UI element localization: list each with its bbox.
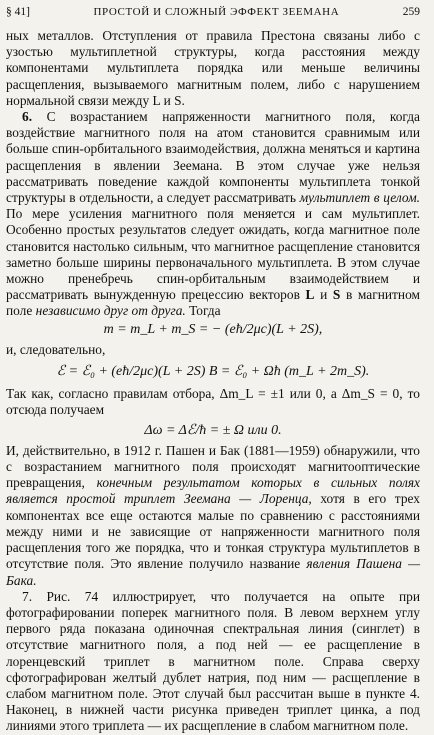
paragraph-text: И, действительно, в 1912 г. Пашен и Бак (1881—1959) обнаружили, что с возрастанием магнитного поля происходят магнитооптические превращения, [6,442,420,491]
paragraph-number: 6. [22,109,33,125]
paragraph-text: По мере усиления магнитного поля меняется и сам мультиплет. Особенно простых результатов следует ожидать, когда магнитное поле становится настолько сильным, что магнитное расщепление становится заметно больше ширины первоначального мультиплета. В этом случае можно пренебречь спин-орбитальным взаимодействием и рассматривать вынужденную прецессию векторов [6,206,420,303]
paragraph-text: хотя в его трех компонентах все еще остаются малые по сравнению с расстояниями между ними и не зависящие от напряженности магнитного поля расщепления того же порядка, что и тонкая структура мультиплетов в отсутствие поля. Это явление получило название [6,491,420,572]
paragraph-7: 7. Рис. 74 иллюстрирует, что получается на опыте при фотографировании поперек магнитного поля. В левом верхнем углу первого ряда показана одиночная спектральная линия (синглет) в отсутствие магнитного поля, а под ней — ее расщепление в лоренцевский триплет в магнитном поле. Справа сверху сфотографирован желтый дублет натрия, под ним — расщепление в слабом магнитном поле. Этот случай был рассчитан выше в пункте 4. Наконец, в нижней части рисунка приведен триплет цинка, а под линиями этого триплета — их расщепление в слабом магнитном поле. [6,588,420,734]
running-title: ПРОСТОЙ И СЛОЖНЫЙ ЭФФЕКТ ЗЕЕМАНА [93,6,340,18]
paragraph-text: и [314,287,333,303]
emphasis-text: явления Пашена — Бака. [6,556,420,588]
magnetic-moment-formula: m = m_L + m_S = − (eħ/2μc)(L + 2S), [103,321,323,337]
section-number: § 41] [6,6,30,18]
emphasis-text: мультиплет в целом. [299,190,420,206]
paragraph-text: Тогда [185,303,221,319]
page-body [6,28,420,735]
paragraph-6 [6,109,420,320]
vector-symbol: L [305,287,315,303]
paragraph-text: в магнитном поле [6,287,420,319]
emphasis-text: независимо друг от друга. [35,303,186,319]
page-number: 259 [402,6,420,18]
energy-formula: ℰ = ℰ₀ + (eħ/2μc)(L + 2S) B = ℰ₀ + Ωħ (m_L + 2m_S). [56,364,370,380]
paragraph-text: С возрастанием напряженности магнитного поля, когда воздействие магнитного поля на атом становится сравнимым или больше спин-орбитального взаимодействия, должна меняться и картина расщепления в явлении Зеемана. В этом случае уже нельзя рассматривать поведение каждой компоненты мультиплета тонкой структуры в отдельности, а следует рассматривать [6,109,420,206]
selection-rules-text: Так как, согласно правилам отбора, Δm_L = ±1 или 0, а Δm_S = 0, то отсюда получаем [6,386,420,418]
frequency-shift-formula: Δω = Δℰ/ħ = ± Ω или 0. [144,422,282,438]
paragraph-continuation: ных металлов. Отступления от правила Престона связаны либо с узостью мультиплетной структуры, когда расстояния между компонентами мультиплета порядка или меньше величины расщепления, вызываемого магнитным полем, либо с нарушением нормальной связи между L и S. [6,28,420,108]
vector-symbol: S [332,287,341,303]
emphasis-text: конечным результатом которых в сильных полях является простой триплет Зеемана — Лоренца, [6,475,420,507]
paragraph-paschen-back [6,443,420,589]
connective-text: и, следовательно, [6,341,106,357]
running-header [6,6,420,28]
